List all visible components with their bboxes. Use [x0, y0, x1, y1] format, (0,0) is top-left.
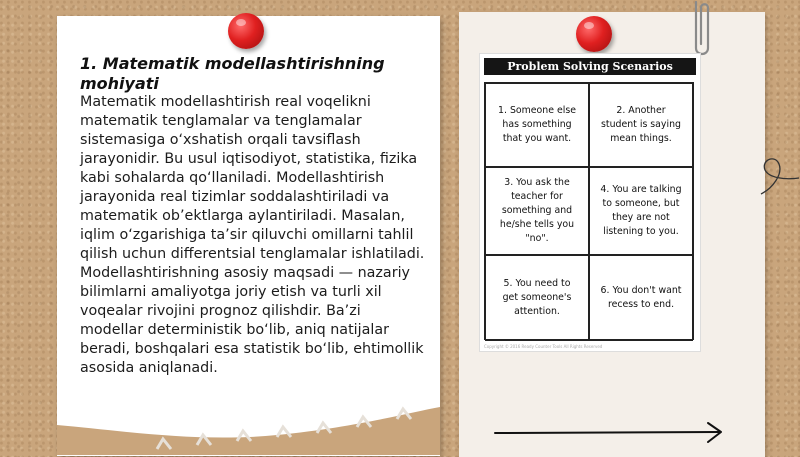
scenario-cell: 3. You ask the teacher for something and he/she tells you "no".	[485, 167, 589, 255]
scenario-cell: 2. Another student is saying mean things.	[589, 83, 693, 167]
arrow-right-icon	[492, 420, 727, 446]
slide-title: 1. Matematik modellashtirishning mohiyati	[80, 54, 385, 93]
scenario-cell: 4. You are talking to someone, but they are not listening to you.	[589, 167, 693, 255]
scenario-cell: 5. You need to get someone's attention.	[485, 255, 589, 341]
worksheet-title: Problem Solving Scenarios	[484, 58, 696, 75]
scenario-grid	[484, 82, 694, 340]
scenario-cell: 6. You don't want recess to end.	[589, 255, 693, 341]
push-pin-icon	[228, 13, 264, 49]
torn-paper-edge	[57, 405, 440, 455]
push-pin-icon	[576, 16, 612, 52]
worksheet-image	[479, 53, 701, 352]
worksheet-footer: Copyright © 2016 Ready Counter Tools All Rights Reserved	[484, 344, 603, 349]
squiggle-doodle-icon	[755, 148, 800, 200]
scenario-cell: 1. Someone else has something that you want.	[485, 83, 589, 167]
slide-body-text: Matematik modellashtirish real voqelikni matematik tenglamalar va tenglamalar sistemasiga o‘xshatish orqali tavsiflash jarayonidir. Bu usul iqtisodiyot, statistika, fizika kabi sohalarda qo‘llaniladi. Modellashtirish jarayonida real tizimlar soddalashtiriladi va matematik ob’ektlarga aylantiriladi. Masalan, iqlim o‘zgarishiga ta’sir qiluvchi omillarni tahlil qilish uchun differentsial tenglamalar ishlatiladi. Modellashtirishning asosiy maqsadi — nazariy bilimlarni amaliyotga joriy etish va turli xil voqealar rivojini prognoz qilishdir. Ba’zi modellar deterministik bo‘lib, aniq natijalar beradi, boshqalari esa statistik bo‘lib, ehtimollik asosida aniqlanadi.	[80, 94, 425, 376]
